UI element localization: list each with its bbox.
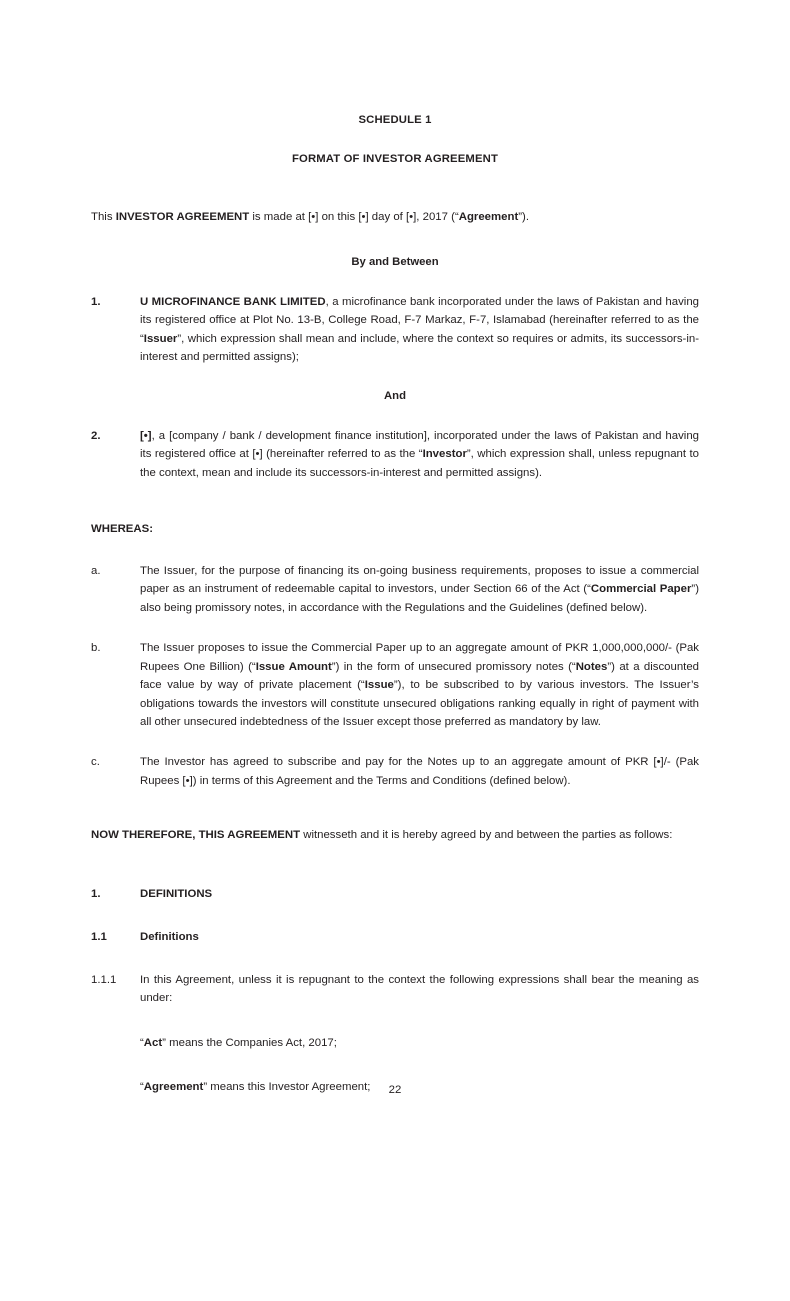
party-1-text: [140, 293, 699, 367]
recital-a-text: [140, 562, 699, 617]
clause-1-1-1-number: 1.1.1: [91, 973, 117, 986]
subsection-definitions: [91, 928, 699, 946]
party-item-2: [91, 427, 699, 482]
recital-c-text: The Investor has agreed to subscribe and pay for the Notes up to an aggregate amount of PKR [•]/- (Pak Rupees [•]) in terms of this Agreement and the Terms and Conditions (defined below).: [140, 756, 699, 787]
recital-item-a: [91, 562, 699, 617]
recital-a-term-1: Commercial Paper: [590, 583, 692, 596]
recital-b-term-1: Issue Amount: [255, 660, 332, 673]
page-title: SCHEDULE 1: [358, 114, 432, 126]
definition-agreement-body: ” means this Investor Agreement;: [203, 1081, 371, 1094]
party-1-body-2: ”, which expression shall mean and include, where the context so requires or admits, its successors-in-interest and permitted assigns);: [140, 332, 699, 363]
recital-b-part-4: ”), to be subscribed to by various investors. The Issuer’s obligations towards the investors will constitute unsecured obligations ranking equally in right of payment with all other unsecured indebtedness of the Issuer except those preferred as mandatory by law.: [140, 679, 699, 728]
party-1-defined-term: Issuer: [143, 332, 178, 345]
party-2-body-2: ”, which expression shall, unless repugnant to the context, mean and include its successors-in-interest and permitted assigns).: [140, 448, 699, 479]
and-label: And: [384, 390, 406, 403]
page-number: 22: [388, 1084, 402, 1096]
recital-b-part-3: ”) at a discounted face value by way of private placement (“: [140, 660, 699, 692]
definition-agreement-term: Agreement: [143, 1081, 204, 1094]
definitions-subsection-number: 1.1: [91, 931, 107, 944]
recital-b-marker: b.: [91, 642, 101, 655]
by-and-between-label: By and Between: [351, 256, 439, 269]
definition-act-text: [140, 1034, 699, 1052]
intro-middle: is made at [•] on this [•] day of [•], 2017 (“: [249, 210, 459, 223]
recital-a-marker: a.: [91, 564, 101, 577]
definitions-subsection-title: Definitions: [140, 931, 199, 944]
document-content: [91, 112, 699, 1097]
party-2-name: [•]: [140, 429, 152, 442]
recital-a-part-1: The Issuer, for the purpose of financing its on-going business requirements, proposes to issue a commercial paper as an instrument of redeemable capital to investors, under Section 66 of the Act (“: [140, 564, 699, 596]
now-therefore-paragraph: [91, 826, 699, 844]
section-definitions: [91, 885, 699, 903]
now-therefore-body: witnesseth and it is hereby agreed by and between the parties as follows:: [300, 829, 673, 842]
recital-b-part-1: The Issuer proposes to issue the Commercial Paper up to an aggregate amount of PKR 1,000,000,000/- (Pak Rupees One Billion) (“: [140, 642, 699, 673]
definition-act-term: Act: [143, 1036, 163, 1049]
recital-b-term-3: Issue: [364, 679, 394, 692]
definition-act-body: ” means the Companies Act, 2017;: [162, 1036, 337, 1049]
intro-prefix: This: [91, 210, 116, 223]
party-2-text: [140, 427, 699, 482]
party-item-1: [91, 293, 699, 367]
party-1-marker: 1.: [91, 295, 101, 308]
party-1-name: U MICROFINANCE BANK LIMITED: [140, 295, 326, 308]
recital-b-term-2: Notes: [575, 660, 608, 673]
intro-defined-term: Agreement: [458, 210, 519, 223]
party-2-body-1: , a [company / bank / development finance institution], incorporated under the laws of Pakistan and having its registered office at [•] (hereinafter referred to as the “: [140, 429, 699, 461]
clause-1-1-1: [91, 971, 699, 1008]
document-subtitle: FORMAT OF INVESTOR AGREEMENT: [291, 153, 499, 166]
recital-item-c: [91, 753, 699, 790]
recital-b-part-2: ”) in the form of unsecured promissory notes (“: [331, 660, 576, 673]
definition-act-open-quote: “: [140, 1036, 144, 1049]
party-2-marker: 2.: [91, 429, 101, 442]
party-2-defined-term: Investor: [422, 448, 467, 461]
whereas-heading: WHEREAS:: [91, 523, 154, 536]
now-therefore-lead: NOW THEREFORE, THIS AGREEMENT: [91, 829, 301, 842]
definition-entry-act: [91, 1034, 699, 1052]
definitions-section-title: DEFINITIONS: [140, 887, 213, 900]
intro-suffix: ”).: [518, 210, 530, 223]
recital-item-b: [91, 639, 699, 731]
recital-c-marker: c.: [91, 756, 100, 769]
party-1-body-1: , a microfinance bank incorporated under the laws of Pakistan and having its registered office at Plot No. 13-B, College Road, F-7 Markaz, F-7, Islamabad (hereinafter referred to as the “: [140, 295, 699, 345]
definitions-section-number: 1.: [91, 887, 101, 900]
definition-agreement-open-quote: “: [140, 1081, 144, 1094]
intro-paragraph: [91, 208, 699, 226]
recital-b-text: [140, 639, 699, 731]
clause-1-1-1-text: In this Agreement, unless it is repugnant to the context the following expressions shall bear the meaning as under:: [140, 973, 699, 1005]
recital-a-part-2: ”) also being promissory notes, in accordance with the Regulations and the Guidelines (defined below).: [140, 583, 699, 614]
intro-agreement-term: INVESTOR AGREEMENT: [115, 210, 250, 223]
